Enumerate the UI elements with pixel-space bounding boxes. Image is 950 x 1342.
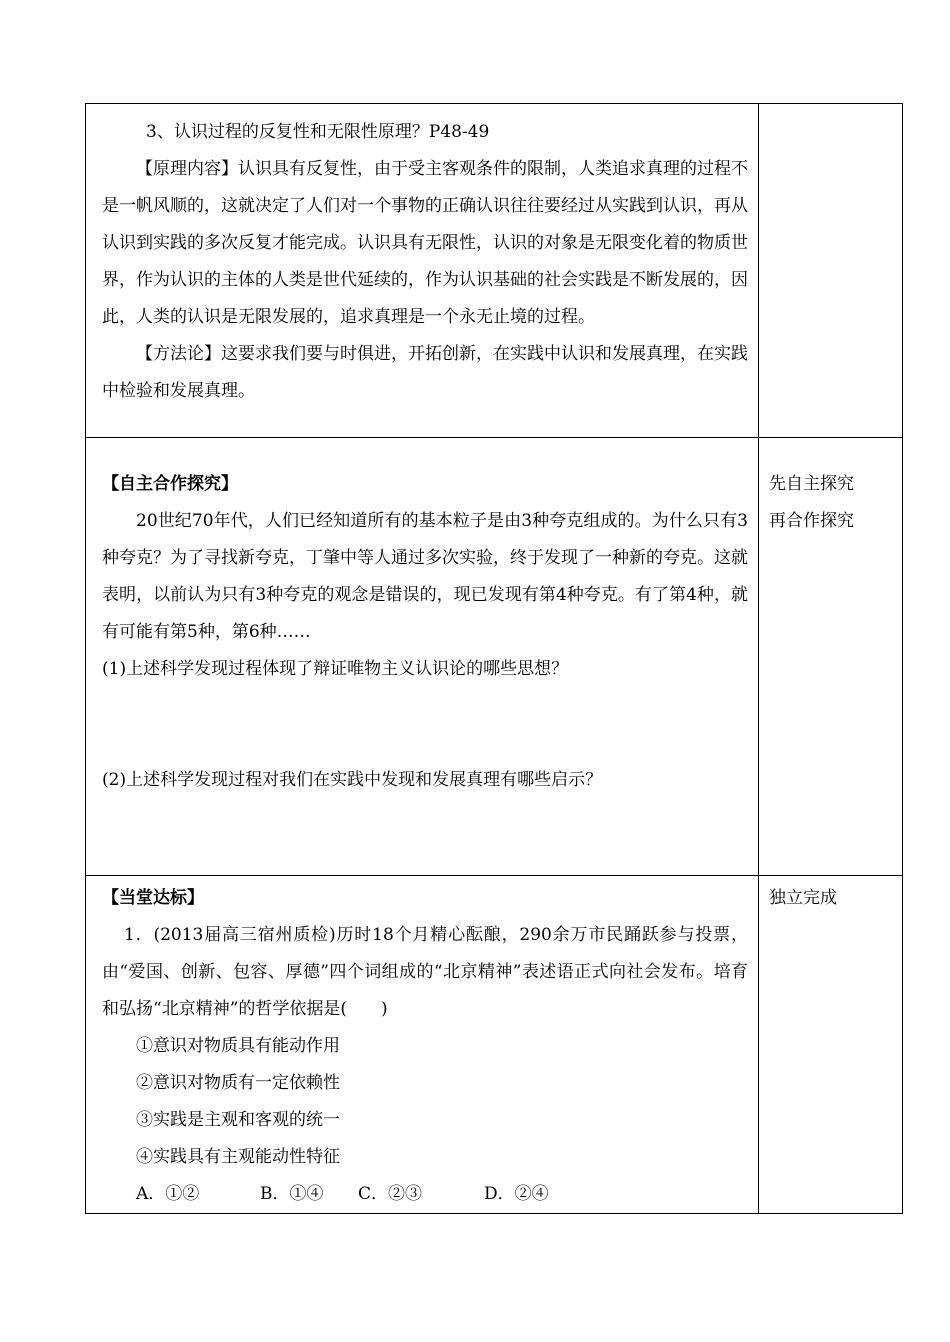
principle-label: 【原理内容】 <box>136 159 238 179</box>
section-principle-side <box>759 104 903 438</box>
option-a: A．①② <box>136 1184 200 1204</box>
principle-paragraph <box>102 151 748 336</box>
explore-heading: 【自主合作探究】 <box>102 474 238 494</box>
section-practice-side <box>759 876 903 1214</box>
side-note-practice: 独立完成 <box>769 888 837 908</box>
section-explore-side <box>759 438 903 876</box>
method-paragraph <box>102 336 748 410</box>
section-explore-cell <box>86 438 759 876</box>
side-note-line-1: 先自主探究 <box>769 474 854 494</box>
section-title: 3、认识过程的反复性和无限性原理？P48-49 <box>146 122 490 142</box>
principle-text: 认识具有反复性，由于受主客观条件的限制，人类追求真理的过程不是一帆风顺的，这就决定了人们对一个事物的正确认识往往要经过从实践到认识，再从认识到实践的多次反复才能完成。认识具有无限性，认识的对象是无限变化着的物质世界，作为认识的主体的人类是世代延续的，作为认识基础的社会实践是不断发展的，因此，人类的认识是无限发展的，追求真理是一个永无止境的过程。 <box>102 159 748 327</box>
method-label: 【方法论】 <box>136 344 221 364</box>
explore-question-2: (2)上述科学发现过程对我们在实践中发现和发展真理有哪些启示？ <box>102 770 603 790</box>
method-text: 这要求我们要与时俱进，开拓创新，在实践中认识和发展真理，在实践中检验和发展真理。 <box>102 344 748 401</box>
option-d: D．②④ <box>484 1184 549 1204</box>
option-c: C．②③ <box>358 1184 423 1204</box>
section-practice-cell <box>86 876 759 1214</box>
option-b: B．①④ <box>260 1184 324 1204</box>
practice-item-3: ③实践是主观和客观的统一 <box>136 1110 340 1130</box>
side-note-line-2: 再合作探究 <box>769 511 854 531</box>
practice-item-1: ①意识对物质具有能动作用 <box>136 1036 340 1056</box>
worksheet-table <box>85 103 901 1214</box>
section-principle-cell <box>86 104 759 438</box>
explore-question-1: (1)上述科学发现过程体现了辩证唯物主义认识论的哪些思想？ <box>102 659 569 679</box>
explore-passage: 20世纪70年代，人们已经知道所有的基本粒子是由3种夸克组成的。为什么只有3种夸克？为了寻找新夸克，丁肇中等人通过多次实验，终于发现了一种新的夸克。这就表明，以前认为只有3种夸克的观念是错误的，现已发现有第4种夸克。有了第4种，就有可能有第5种，第6种…… <box>102 511 748 642</box>
practice-heading: 【当堂达标】 <box>102 888 204 908</box>
practice-options <box>102 1176 748 1213</box>
practice-question: 1．(2013届高三宿州质检)历时18个月精心酝酿，290余万市民踊跃参与投票，由“爱国、创新、包容、厚德”四个词组成的“北京精神”表述语正式向社会发布。培育和弘扬“北京精神”的哲学依据是( ) <box>102 925 748 1019</box>
practice-item-4: ④实践具有主观能动性特征 <box>136 1147 340 1167</box>
practice-item-2: ②意识对物质有一定依赖性 <box>136 1073 340 1093</box>
